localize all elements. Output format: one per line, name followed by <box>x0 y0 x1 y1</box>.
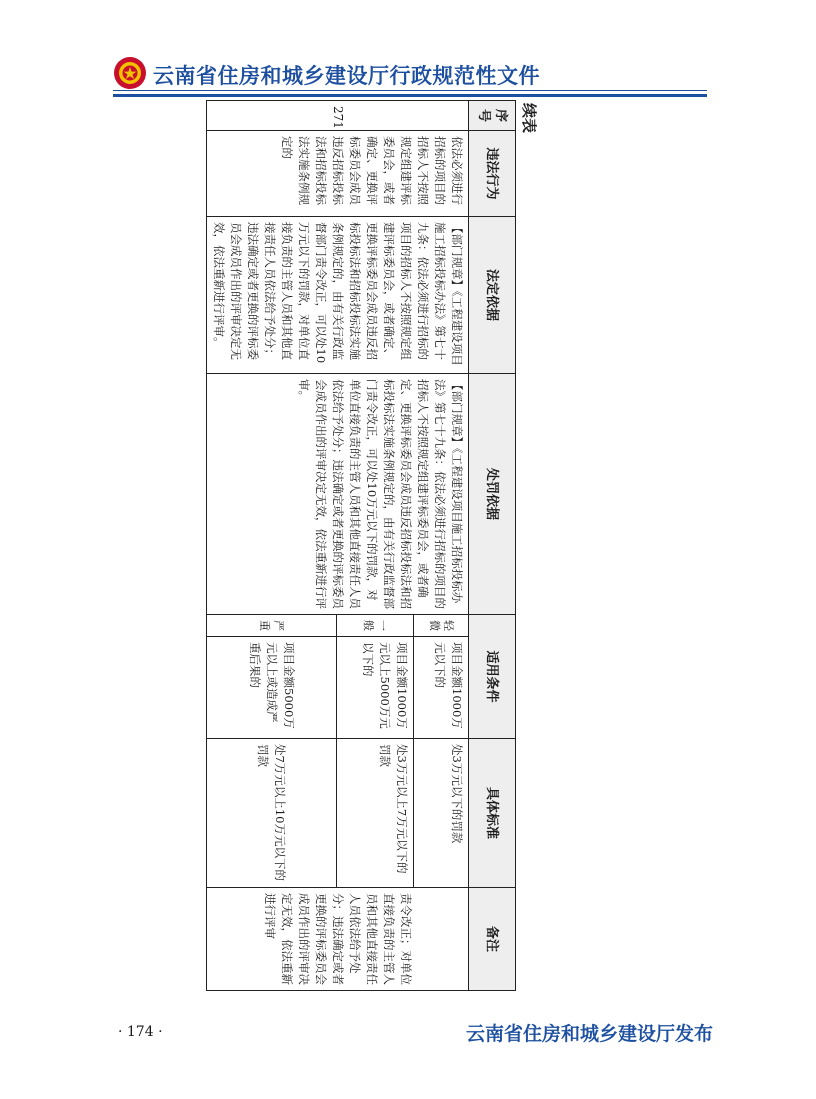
header-condition: 适用条件 <box>469 615 516 739</box>
grade-serious: 严重 <box>207 615 337 637</box>
rotated-table-page <box>112 100 542 995</box>
standard-minor: 处3万元以下的罚款 <box>414 739 469 888</box>
row-number: 271 <box>207 101 469 131</box>
document-header-title: 云南省住房和城乡建设厅行政规范性文件 <box>153 64 540 88</box>
condition-general: 项目金额1000万元以上5000万元以下的 <box>337 637 414 739</box>
publisher-footer: 云南省住房和城乡建设厅发布 <box>466 1023 714 1045</box>
penalty-basis: 【部门规章】《工程建设项目施工招标投标办法》第七十九条：依法必须进行招标的项目的招标人不按照规定组建评标委员会，或者确定、更换评标委员会成员违反招标投标法和招标投标法实施条例规定的，由有关行政监督部门责令改正，可以处10万元以下的罚款，对单位直接负责的主管人员和其他直接责任人员依法给予处分；违法确定或者更换的评标委员会成员作出的评审决定无效，依法重新进行评审。 <box>207 374 469 615</box>
table-caption: 续表 <box>520 103 538 134</box>
header-note: 备注 <box>469 888 516 991</box>
header-legal-basis: 法定依据 <box>469 217 516 374</box>
table-row <box>414 101 469 991</box>
header-no: 序号 <box>469 101 516 131</box>
grade-minor: 轻微 <box>414 615 469 637</box>
grade-general: 一般 <box>337 615 414 637</box>
header-act: 违法行为 <box>469 131 516 217</box>
header-rule-thick <box>113 94 707 97</box>
page-number: · 174 · <box>118 1024 163 1040</box>
header-penalty-basis: 处罚依据 <box>469 374 516 615</box>
violation-act: 依法必须进行招标的项目的招标人不按照规定组建评标委员会，或者确定、更换评标委员会成员违反招标投标法和招标投标法实施条例规定的 <box>207 131 469 217</box>
condition-serious: 项目金额5000万元以上或造成严重后果的 <box>207 637 337 739</box>
standard-general: 处3万元以上7万元以下的罚款 <box>337 739 414 888</box>
standard-serious: 处7万元以上10万元以下的罚款 <box>207 739 337 888</box>
remarks: 责令改正；对单位直接负责的主管人员和其他直接责任人员依法给予处分；违法确定或者更换的评标委员会成员作出的评审决定无效，依法重新进行评审 <box>207 888 469 991</box>
header-standard: 具体标准 <box>469 739 516 888</box>
table-header-row <box>469 101 516 991</box>
condition-minor: 项目金额1000万元以下的 <box>414 637 469 739</box>
penalty-standard-table <box>206 100 516 991</box>
header-rule-thin <box>113 90 707 91</box>
national-emblem-icon <box>113 56 147 90</box>
legal-basis: 【部门规章】《工程建设项目施工招标投标办法》第七十九条：依法必须进行招标的项目的招标人不按照规定组建评标委员会，或者确定、更换评标委员会成员违反招标投标法和招标投标法实施条例规定的，由有关行政监督部门责令改正，可以处10万元以下的罚款，对单位直接负责的主管人员和其他直接责任人员依法给予处分；违法确定或者更换的评标委员会成员作出的评审决定无效，依法重新进行评审。 <box>207 217 469 374</box>
